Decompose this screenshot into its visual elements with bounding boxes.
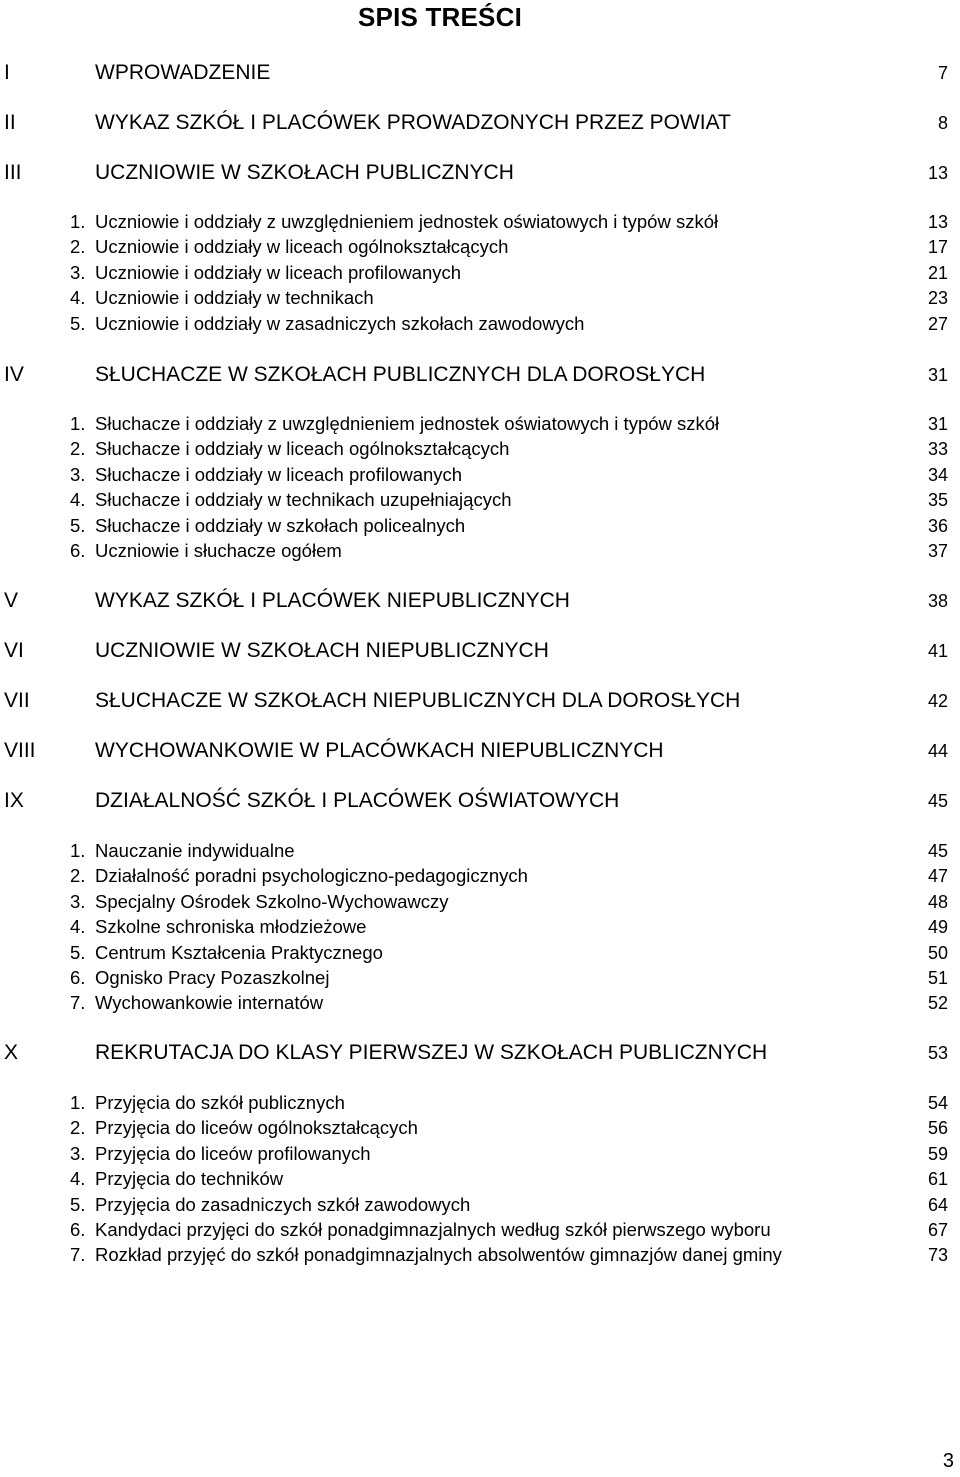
- subsection-title: Centrum Kształcenia Praktycznego: [95, 941, 383, 963]
- section-number: III: [4, 161, 22, 184]
- section-page-number: 38: [927, 591, 948, 611]
- section-page-number: 53: [927, 1043, 948, 1063]
- toc-section: [0, 362, 960, 388]
- subsection-page-number: 50: [927, 942, 948, 963]
- toc-subsection: [0, 1090, 960, 1116]
- subsection-page-number: 31: [927, 414, 948, 434]
- subsection-title: Słuchacze i oddziały w liceach ogólnokształcących: [95, 438, 510, 460]
- section-number: VIII: [4, 739, 36, 762]
- toc-subsection: [0, 260, 960, 286]
- subsection-page-number: 73: [927, 1245, 948, 1266]
- toc-section: [0, 588, 960, 614]
- toc-subsection: [0, 940, 960, 966]
- subsection-title: Nauczanie indywidualne: [95, 840, 295, 861]
- subsection-title: Specjalny Ośrodek Szkolno-Wychowawczy: [95, 890, 449, 912]
- section-page-number: 13: [927, 163, 948, 183]
- subsection-number: 2.: [70, 236, 86, 258]
- section-title: REKRUTACJA DO KLASY PIERWSZEJ W SZKOŁACH PUBLICZNYCH: [95, 1041, 768, 1064]
- subsection-title: Przyjęcia do liceów profilowanych: [95, 1142, 371, 1164]
- page-title: SPIS TREŚCI: [357, 2, 522, 32]
- subsection-page-number: 37: [927, 541, 948, 561]
- toc-section: [0, 1040, 960, 1066]
- section-number: II: [4, 111, 16, 134]
- subsection-title: Rozkład przyjęć do szkół ponadgimnazjalnych absolwentów gimnazjów danej gminy: [95, 1244, 782, 1266]
- subsection-number: 5.: [70, 514, 86, 536]
- subsection-page-number: 61: [927, 1169, 948, 1190]
- subsection-title: Przyjęcia do zasadniczych szkół zawodowych: [95, 1193, 471, 1215]
- subsection-page-number: 45: [927, 841, 948, 861]
- subsection-number: 2.: [70, 438, 86, 460]
- subsection-page-number: 67: [927, 1220, 948, 1240]
- subsection-title: Szkolne schroniska młodzieżowe: [95, 916, 367, 938]
- subsection-page-number: 21: [927, 262, 948, 283]
- toc-subsection: [0, 965, 960, 991]
- subsection-number: 7.: [70, 1244, 86, 1266]
- toc-subsection: [0, 889, 960, 915]
- toc-subsection: [0, 1141, 960, 1167]
- subsection-number: 1.: [70, 211, 86, 232]
- toc-subsection: [0, 1217, 960, 1243]
- subsection-number: 1.: [70, 413, 86, 434]
- subsection-number: 3.: [70, 890, 86, 912]
- subsection-title: Działalność poradni psychologiczno-pedagogicznych: [95, 865, 528, 887]
- toc-subsection: [0, 863, 960, 889]
- section-number: V: [4, 589, 19, 612]
- toc-subsection: [0, 234, 960, 260]
- section-number: IV: [4, 363, 24, 386]
- subsection-number: 5.: [70, 941, 86, 963]
- subsection-number: 6.: [70, 1219, 86, 1240]
- subsection-number: 1.: [70, 840, 86, 861]
- subsection-title: Uczniowie i oddziały z uwzględnieniem jednostek oświatowych i typów szkół: [95, 211, 719, 232]
- subsection-page-number: 27: [927, 313, 948, 334]
- subsection-page-number: 59: [927, 1143, 948, 1164]
- subsection-number: 4.: [70, 916, 86, 938]
- toc-subsection: [0, 209, 960, 235]
- toc-section: [0, 110, 960, 136]
- section-page-number: 31: [927, 365, 948, 385]
- subsection-number: 7.: [70, 992, 86, 1014]
- section-number: I: [4, 61, 10, 84]
- toc-subsection: [0, 1166, 960, 1192]
- toc-section: [0, 688, 960, 714]
- page-number: 3: [942, 1450, 954, 1472]
- section-title: SŁUCHACZE W SZKOŁACH NIEPUBLICZNYCH DLA DOROSŁYCH: [95, 689, 741, 712]
- toc-subsection: [0, 487, 960, 513]
- subsection-title: Uczniowie i oddziały w liceach profilowanych: [95, 261, 462, 283]
- section-page-number: 8: [937, 113, 948, 133]
- toc-section: [0, 738, 960, 764]
- toc-subsection: [0, 285, 960, 311]
- subsection-title: Przyjęcia do liceów ogólnokształcących: [95, 1117, 418, 1139]
- section-number: VII: [4, 689, 30, 712]
- toc-subsection: [0, 838, 960, 864]
- subsection-title: Wychowankowie internatów: [95, 992, 324, 1014]
- subsection-page-number: 13: [927, 212, 948, 232]
- subsection-page-number: 35: [927, 490, 948, 511]
- subsection-title: Słuchacze i oddziały w technikach uzupełniających: [95, 489, 512, 511]
- subsection-title: Uczniowie i oddziały w zasadniczych szkołach zawodowych: [95, 312, 585, 334]
- section-page-number: 7: [937, 63, 948, 83]
- subsection-page-number: 52: [927, 993, 948, 1014]
- subsection-page-number: 36: [927, 515, 948, 536]
- section-page-number: 41: [927, 641, 948, 661]
- subsection-number: 5.: [70, 312, 86, 334]
- section-title: UCZNIOWIE W SZKOŁACH NIEPUBLICZNYCH: [95, 639, 549, 662]
- subsection-title: Uczniowie i oddziały w technikach: [95, 287, 374, 309]
- section-title: WYKAZ SZKÓŁ I PLACÓWEK PROWADZONYCH PRZEZ POWIAT: [95, 111, 731, 134]
- subsection-number: 4.: [70, 1168, 86, 1190]
- subsection-page-number: 33: [927, 439, 948, 460]
- section-title: WYKAZ SZKÓŁ I PLACÓWEK NIEPUBLICZNYCH: [95, 589, 570, 612]
- subsection-title: Kandydaci przyjęci do szkół ponadgimnazjalnych według szkół pierwszego wyboru: [95, 1219, 771, 1240]
- subsection-title: Słuchacze i oddziały w szkołach policealnych: [95, 514, 466, 536]
- toc-subsection: [0, 1115, 960, 1141]
- toc-subsection: [0, 411, 960, 437]
- section-title: SŁUCHACZE W SZKOŁACH PUBLICZNYCH DLA DOROSŁYCH: [95, 363, 706, 386]
- section-page-number: 44: [927, 741, 948, 761]
- toc-section: [0, 788, 960, 814]
- subsection-title: Ognisko Pracy Pozaszkolnej: [95, 967, 330, 988]
- subsection-title: Przyjęcia do szkół publicznych: [95, 1092, 345, 1113]
- subsection-title: Słuchacze i oddziały z uwzględnieniem jednostek oświatowych i typów szkół: [95, 413, 720, 434]
- section-title: UCZNIOWIE W SZKOŁACH PUBLICZNYCH: [95, 161, 514, 184]
- subsection-number: 4.: [70, 489, 86, 511]
- subsection-number: 3.: [70, 261, 86, 283]
- subsection-page-number: 23: [927, 288, 948, 309]
- subsection-number: 3.: [70, 1142, 86, 1164]
- section-title: WPROWADZENIE: [95, 61, 271, 84]
- toc-subsection: [0, 436, 960, 462]
- section-number: VI: [4, 639, 24, 662]
- toc-subsection: [0, 1192, 960, 1218]
- toc-subsection: [0, 538, 960, 564]
- subsection-page-number: 51: [927, 968, 948, 988]
- subsection-page-number: 56: [927, 1118, 948, 1139]
- subsection-number: 6.: [70, 540, 86, 561]
- toc-subsection: [0, 462, 960, 488]
- subsection-page-number: 48: [927, 891, 948, 912]
- subsection-title: Uczniowie i słuchacze ogółem: [95, 540, 342, 561]
- toc-subsection: [0, 914, 960, 940]
- subsection-number: 6.: [70, 967, 86, 988]
- subsection-title: Uczniowie i oddziały w liceach ogólnokształcących: [95, 236, 509, 258]
- toc-subsection: [0, 513, 960, 539]
- toc-subsection: [0, 1242, 960, 1268]
- section-page-number: 45: [927, 791, 948, 811]
- subsection-page-number: 17: [927, 237, 948, 258]
- section-number: X: [4, 1041, 19, 1064]
- subsection-page-number: 34: [927, 464, 948, 485]
- subsection-number: 1.: [70, 1092, 86, 1113]
- section-title: WYCHOWANKOWIE W PLACÓWKACH NIEPUBLICZNYCH: [95, 739, 664, 762]
- subsection-title: Słuchacze i oddziały w liceach profilowanych: [95, 463, 463, 485]
- toc-subsection: [0, 990, 960, 1016]
- toc-subsection: [0, 311, 960, 337]
- toc-section: [0, 638, 960, 664]
- subsection-number: 5.: [70, 1193, 86, 1215]
- section-page-number: 42: [927, 691, 948, 711]
- section-number: IX: [4, 789, 24, 812]
- subsection-number: 2.: [70, 1117, 86, 1139]
- section-title: DZIAŁALNOŚĆ SZKÓŁ I PLACÓWEK OŚWIATOWYCH: [95, 789, 620, 812]
- subsection-page-number: 54: [927, 1093, 948, 1113]
- subsection-page-number: 47: [927, 866, 948, 887]
- toc-section: [0, 60, 960, 86]
- subsection-page-number: 49: [927, 917, 948, 938]
- toc-section: [0, 160, 960, 186]
- subsection-title: Przyjęcia do techników: [95, 1168, 284, 1190]
- subsection-number: 3.: [70, 463, 86, 485]
- subsection-page-number: 64: [927, 1194, 948, 1215]
- subsection-number: 4.: [70, 287, 86, 309]
- subsection-number: 2.: [70, 865, 86, 887]
